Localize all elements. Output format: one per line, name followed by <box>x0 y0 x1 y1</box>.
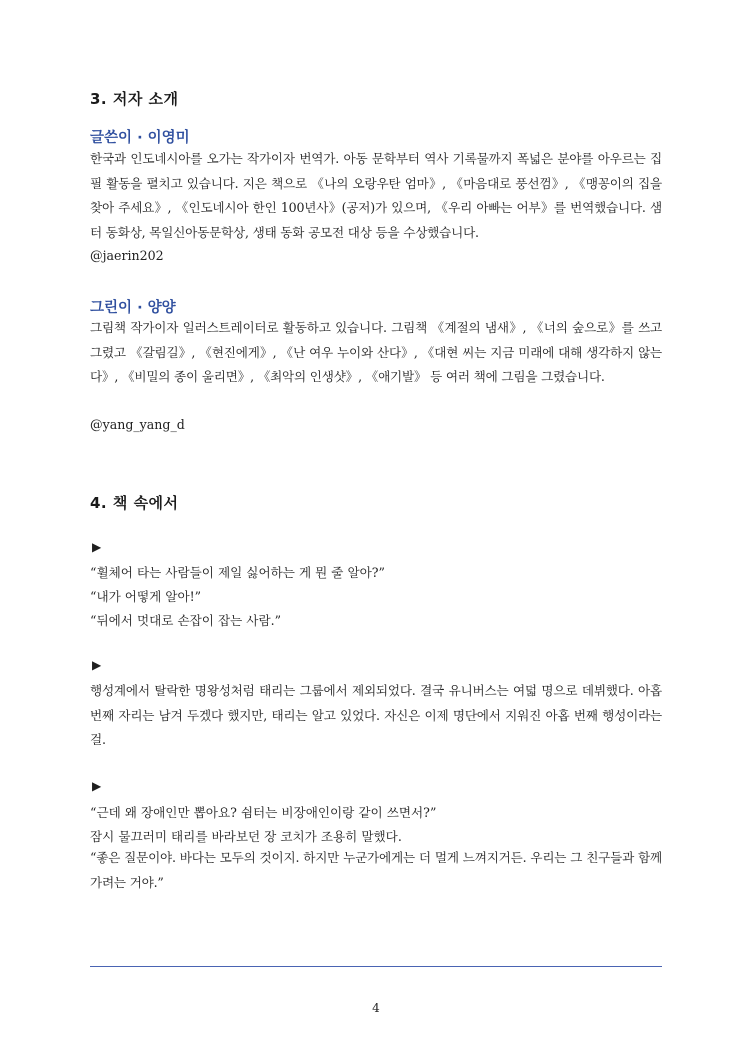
footer-divider <box>90 966 662 967</box>
section-4-title: 4. 책 속에서 <box>90 494 179 512</box>
excerpt-3-line-1: “근데 왜 장애인만 뽑아요? 쉼터는 비장애인이랑 같이 쓰면서?” <box>90 805 437 820</box>
writer-handle: @jaerin202 <box>90 248 164 263</box>
excerpt-2-marker: ▶ <box>92 658 102 672</box>
excerpt-1-marker: ▶ <box>92 540 102 554</box>
illustrator-subtitle: 그린이 · 양양 <box>90 300 176 316</box>
excerpt-3-marker: ▶ <box>92 779 102 793</box>
writer-subtitle: 글쓴이 · 이영미 <box>90 130 190 146</box>
section-3-title: 3. 저자 소개 <box>90 90 179 108</box>
writer-bio: 한국과 인도네시아를 오가는 작가이자 번역가. 아동 문학부터 역사 기록물까지 폭넓은 분야를 아우르는 집필 활동을 펼치고 있습니다. 지은 책으로 《나의 오랑우탄 엄마》, 《마음대로 풍선껌》, 《맹꽁이의 집을 찾아 주세요》, 《인도네시아 한인 100년사》(공저)가 있으며, 《우리 아빠는 어부》를 번역했습니다. 샘터 동화상, 목일신아동문학상, 생태 동화 공모전 대상 등을 수상했습니다. <box>90 151 662 240</box>
illustrator-handle: @yang_yang_d <box>90 417 185 432</box>
excerpt-2-text: 행성계에서 탈락한 명왕성처럼 태리는 그룹에서 제외되었다. 결국 유니버스는 여덟 명으로 데뷔했다. 아홉 번째 자리는 남겨 두겠다 했지만, 태리는 알고 있었다. 자신은 이제 명단에서 지워진 아홉 번째 행성이라는 걸. <box>90 683 662 747</box>
illustrator-bio: 그림책 작가이자 일러스트레이터로 활동하고 있습니다. 그림책 《계절의 냄새》, 《너의 숲으로》를 쓰고 그렸고 《갈림길》, 《현진에게》, 《난 여우 누이와 산다》, 《대현 씨는 지금 미래에 대해 생각하지 않는다》, 《비밀의 종이 울리면》, 《최악의 인생샷》, 《애기발》 등 여러 책에 그림을 그렸습니다. <box>90 320 662 384</box>
excerpt-1-line-2: “내가 어떻게 알아!” <box>90 589 202 604</box>
excerpt-1-line-3: “뒤에서 멋대로 손잡이 잡는 사람.” <box>90 613 282 628</box>
page-number: 4 <box>372 1001 380 1015</box>
excerpt-1-line-1: “휠체어 타는 사람들이 제일 싫어하는 게 뭔 줄 알아?” <box>90 565 385 580</box>
excerpt-3-line-2: 잠시 물끄러미 태리를 바라보던 장 코치가 조용히 말했다. <box>90 829 402 844</box>
excerpt-3-paragraph: “좋은 질문이야. 바다는 모두의 것이지. 하지만 누군가에게는 더 멀게 느껴지거든. 우리는 그 친구들과 함께 가려는 거야.” <box>90 850 662 890</box>
